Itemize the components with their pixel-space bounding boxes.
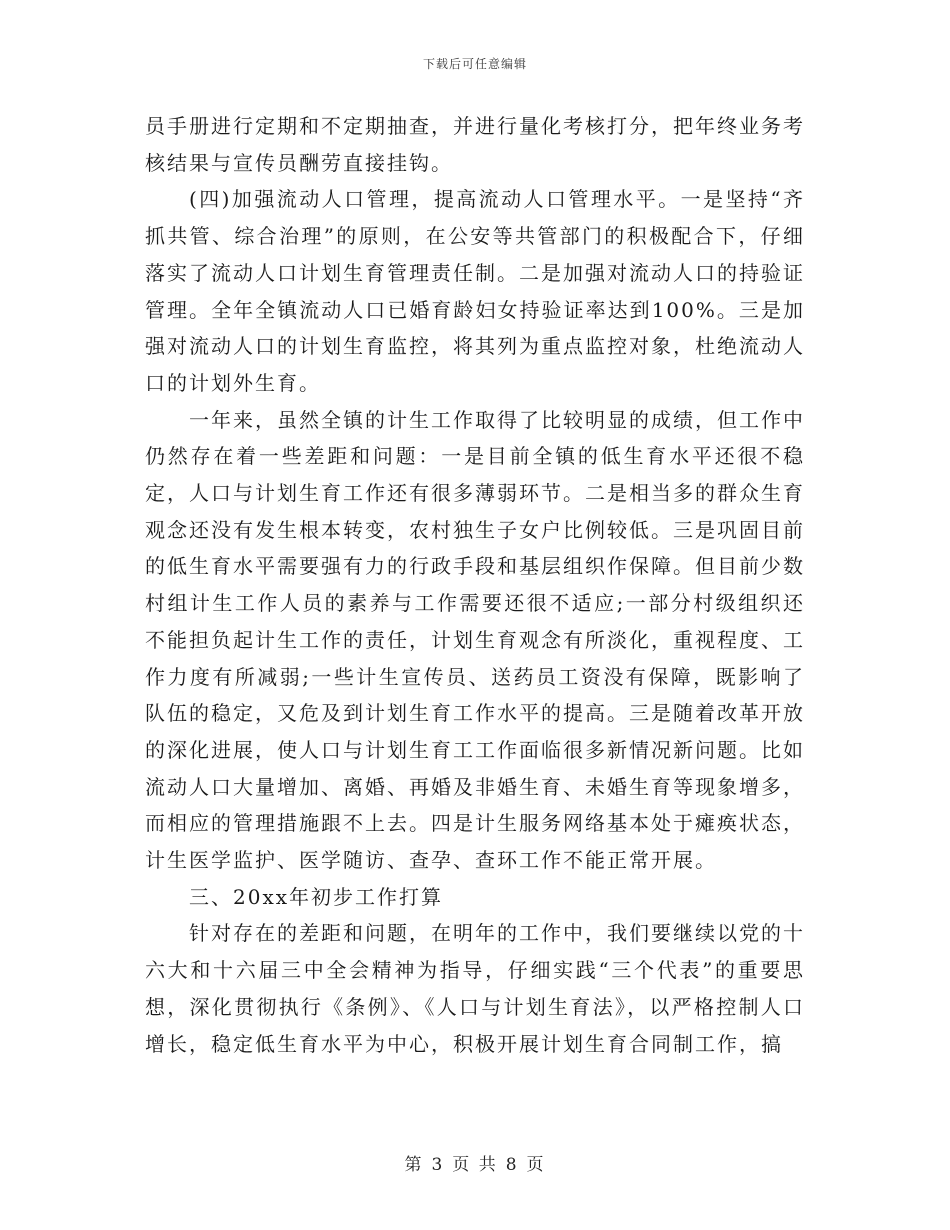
footer-middle: 页 共 <box>452 1155 498 1175</box>
section-heading-plan: 三、20xx年初步工作打算 <box>189 884 444 909</box>
page-number-total: 8 <box>505 1155 519 1175</box>
footer-suffix: 页 <box>526 1155 546 1175</box>
document-body <box>145 108 805 1062</box>
paragraph-problems: 一年来，虽然全镇的计生工作取得了比较明显的成绩，但工作中仍然存在着一些差距和问题：一是目前全镇的低生育水平还很不稳定，人口与计划生育工作还有很多薄弱环节。二是相当多的群众生育观念还没有发生根本转变，农村独生子女户比例较低。三是巩固目前的低生育水平需要强有力的行政手段和基层组织作保障。但目前少数村组计生工作人员的素养与工作需要还很不适应;一部分村级组织还不能担负起计生工作的责任，计划生育观念有所淡化，重视程度、工作力度有所减弱;一些计生宣传员、送药员工资没有保障，既影响了队伍的稳定，又危及到计划生育工作水平的提高。三是随着改革开放的深化进展，使人口与计划生育工工作面临很多新情况新问题。比如流动人口大量增加、离婚、再婚及非婚生育、未婚生育等现象增多，而相应的管理措施跟不上去。四是计生服务网络基本处于瘫痪状态，计生医学监护、医学随访、查孕、查环工作不能正常开展。 <box>145 407 805 873</box>
paragraph-migrant-management: (四)加强流动人口管理，提高流动人口管理水平。一是坚持“齐抓共管、综合治理”的原则，在公安等共管部门的积极配合下，仔细落实了流动人口计划生育管理责任制。二是加强对流动人口的持验证管理。全年全镇流动人口已婚育龄妇女持验证率达到100%。三是加强对流动人口的计划生育监控，将其列为重点监控对象，杜绝流动人口的计划外生育。 <box>145 187 805 395</box>
page-header: 下载后可任意编辑 <box>422 57 527 71</box>
page-footer <box>0 1150 950 1175</box>
page-number-current: 3 <box>431 1155 445 1175</box>
paragraph-plan: 针对存在的差距和问题，在明年的工作中，我们要继续以党的十六大和十六届三中全会精神为指导，仔细实践“三个代表”的重要思想，深化贯彻执行《条例》、《人口与计划生育法》，以严格控制人口增长，稳定低生育水平为中心，积极开展计划生育合同制工作，搞 <box>145 921 805 1056</box>
footer-prefix: 第 <box>404 1155 424 1175</box>
paragraph-continuation: 员手册进行定期和不定期抽查，并进行量化考核打分，把年终业务考核结果与宣传员酬劳直接挂钩。 <box>145 114 805 175</box>
